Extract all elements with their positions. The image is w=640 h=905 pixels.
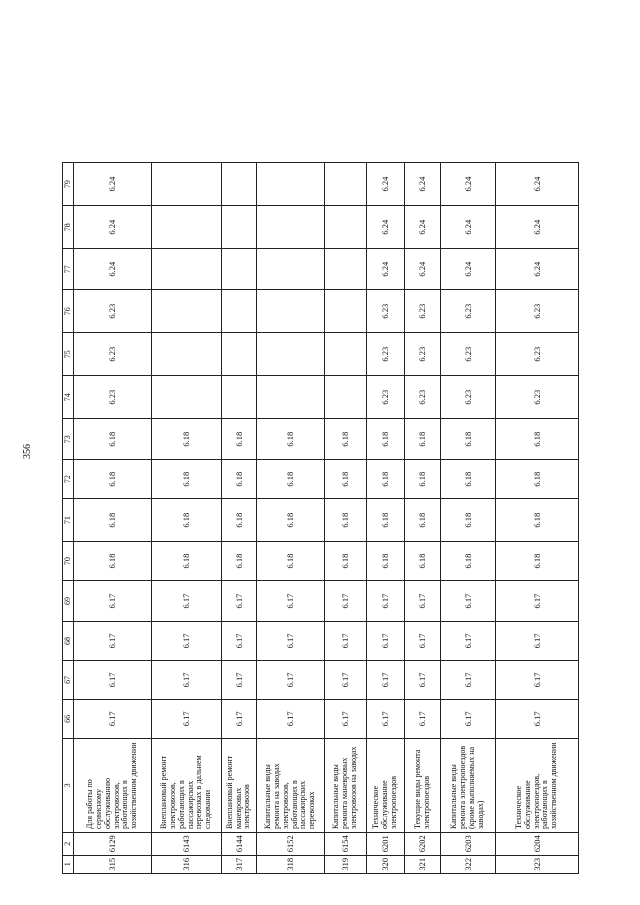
rotated-table-container xyxy=(62,162,578,874)
value-cell: 6.18 xyxy=(257,419,325,460)
value-cell xyxy=(257,249,325,290)
value-cell: 6.17 xyxy=(222,660,257,699)
value-cell: 6.18 xyxy=(74,542,152,581)
table-row xyxy=(405,163,441,874)
value-cell: 6.18 xyxy=(367,419,405,460)
value-cell xyxy=(222,249,257,290)
value-cell xyxy=(222,333,257,376)
value-cell: 6.18 xyxy=(441,542,496,581)
value-cell: 6.23 xyxy=(405,333,441,376)
row-number-cell: 320 xyxy=(367,855,405,873)
value-cell: 6.23 xyxy=(441,290,496,333)
value-cell: 6.24 xyxy=(367,249,405,290)
value-cell: 6.18 xyxy=(496,419,579,460)
value-cell: 6.17 xyxy=(152,699,222,738)
value-cell: 6.18 xyxy=(222,542,257,581)
value-cell: 6.18 xyxy=(496,542,579,581)
table-row xyxy=(441,163,496,874)
value-cell: 6.18 xyxy=(152,542,222,581)
column-header: 73 xyxy=(63,419,74,460)
value-cell xyxy=(325,376,367,419)
value-cell: 6.17 xyxy=(405,699,441,738)
code-cell: 6143 xyxy=(152,833,222,856)
value-cell xyxy=(325,333,367,376)
value-cell: 6.24 xyxy=(496,206,579,249)
value-cell: 6.17 xyxy=(152,660,222,699)
code-cell: 6154 xyxy=(325,833,367,856)
page-number: 356 xyxy=(22,444,33,460)
row-number-cell: 316 xyxy=(152,855,222,873)
column-header: 67 xyxy=(63,660,74,699)
value-cell: 6.17 xyxy=(441,622,496,661)
value-cell: 6.18 xyxy=(441,499,496,542)
value-cell: 6.23 xyxy=(496,290,579,333)
value-cell: 6.23 xyxy=(496,333,579,376)
value-cell: 6.18 xyxy=(325,419,367,460)
value-cell: 6.18 xyxy=(325,542,367,581)
value-cell: 6.17 xyxy=(152,622,222,661)
value-cell: 6.17 xyxy=(257,622,325,661)
row-number-cell: 321 xyxy=(405,855,441,873)
value-cell: 6.17 xyxy=(325,699,367,738)
value-cell: 6.17 xyxy=(441,660,496,699)
value-cell: 6.18 xyxy=(496,499,579,542)
table-row xyxy=(367,163,405,874)
value-cell: 6.17 xyxy=(367,699,405,738)
value-cell: 6.17 xyxy=(257,660,325,699)
column-header: 1 xyxy=(63,855,74,873)
table-row xyxy=(257,163,325,874)
value-cell xyxy=(152,163,222,206)
code-cell: 6202 xyxy=(405,833,441,856)
value-cell: 6.18 xyxy=(367,460,405,499)
value-cell: 6.18 xyxy=(222,419,257,460)
value-cell: 6.17 xyxy=(367,660,405,699)
value-cell: 6.24 xyxy=(405,163,441,206)
value-cell: 6.18 xyxy=(74,419,152,460)
work-name-cell: Внеплановый ремонт электровозов, работающих в пассажирских перевозках в дальнем следовании xyxy=(152,738,222,832)
value-cell: 6.18 xyxy=(152,419,222,460)
value-cell: 6.17 xyxy=(496,660,579,699)
value-cell xyxy=(257,163,325,206)
work-name-cell: Капитальные виды ремонта на заводах электровозов, работающих в пассажирских перевозках xyxy=(257,738,325,832)
value-cell: 6.17 xyxy=(257,699,325,738)
value-cell: 6.23 xyxy=(496,376,579,419)
value-cell: 6.24 xyxy=(74,163,152,206)
table-row xyxy=(325,163,367,874)
value-cell xyxy=(257,290,325,333)
data-table xyxy=(62,162,579,874)
header-row xyxy=(63,163,74,874)
row-number-cell: 322 xyxy=(441,855,496,873)
column-header: 79 xyxy=(63,163,74,206)
value-cell xyxy=(257,206,325,249)
value-cell: 6.24 xyxy=(74,206,152,249)
work-name-cell: Капитальные виды ремонта электропоездов (кроме выполняемых на заводах) xyxy=(441,738,496,832)
table-row xyxy=(152,163,222,874)
column-header: 3 xyxy=(63,738,74,832)
column-header: 2 xyxy=(63,833,74,856)
value-cell: 6.18 xyxy=(405,419,441,460)
value-cell: 6.17 xyxy=(496,699,579,738)
value-cell xyxy=(257,376,325,419)
work-name-cell: Капитальные виды ремонта маневровых электровозов на заводах xyxy=(325,738,367,832)
value-cell: 6.23 xyxy=(367,290,405,333)
row-number-cell: 323 xyxy=(496,855,579,873)
column-header: 74 xyxy=(63,376,74,419)
row-number-cell: 319 xyxy=(325,855,367,873)
value-cell: 6.17 xyxy=(367,622,405,661)
value-cell: 6.23 xyxy=(74,333,152,376)
value-cell: 6.24 xyxy=(74,249,152,290)
work-name-cell: Текущие виды ремонта электропоездов xyxy=(405,738,441,832)
value-cell: 6.17 xyxy=(222,699,257,738)
value-cell: 6.24 xyxy=(496,163,579,206)
value-cell: 6.18 xyxy=(325,460,367,499)
value-cell xyxy=(222,290,257,333)
value-cell: 6.17 xyxy=(405,660,441,699)
value-cell: 6.17 xyxy=(222,622,257,661)
value-cell xyxy=(152,376,222,419)
row-number-cell: 315 xyxy=(74,855,152,873)
value-cell: 6.24 xyxy=(405,249,441,290)
value-cell xyxy=(257,333,325,376)
work-name-cell: Внеплановый ремонт маневровых электровозов xyxy=(222,738,257,832)
value-cell xyxy=(222,163,257,206)
column-header: 70 xyxy=(63,542,74,581)
value-cell: 6.18 xyxy=(257,542,325,581)
value-cell: 6.24 xyxy=(405,206,441,249)
work-name-cell: Для работы по сервисному обслуживанию электровозов, работающих в хозяйственном движении xyxy=(74,738,152,832)
value-cell: 6.23 xyxy=(74,290,152,333)
value-cell: 6.17 xyxy=(257,581,325,622)
value-cell: 6.17 xyxy=(325,622,367,661)
row-number-cell: 317 xyxy=(222,855,257,873)
table-row xyxy=(496,163,579,874)
column-header: 78 xyxy=(63,206,74,249)
table-row xyxy=(74,163,152,874)
value-cell: 6.17 xyxy=(325,660,367,699)
code-cell: 6201 xyxy=(367,833,405,856)
value-cell: 6.18 xyxy=(152,460,222,499)
code-cell: 6144 xyxy=(222,833,257,856)
value-cell: 6.17 xyxy=(74,699,152,738)
column-header: 72 xyxy=(63,460,74,499)
value-cell: 6.18 xyxy=(405,460,441,499)
value-cell xyxy=(325,163,367,206)
value-cell: 6.18 xyxy=(222,460,257,499)
value-cell: 6.24 xyxy=(496,249,579,290)
code-cell: 6204 xyxy=(496,833,579,856)
value-cell xyxy=(152,290,222,333)
table-row xyxy=(222,163,257,874)
value-cell: 6.18 xyxy=(405,542,441,581)
value-cell: 6.17 xyxy=(496,622,579,661)
value-cell: 6.17 xyxy=(441,581,496,622)
value-cell: 6.18 xyxy=(367,499,405,542)
value-cell: 6.17 xyxy=(405,581,441,622)
value-cell xyxy=(222,206,257,249)
work-name-cell: Техническое обслуживание электропоездов, работающих в хозяйственном движении xyxy=(496,738,579,832)
value-cell: 6.18 xyxy=(222,499,257,542)
code-cell: 6152 xyxy=(257,833,325,856)
value-cell: 6.23 xyxy=(405,290,441,333)
value-cell: 6.18 xyxy=(257,460,325,499)
value-cell: 6.23 xyxy=(441,333,496,376)
value-cell: 6.17 xyxy=(74,622,152,661)
value-cell: 6.18 xyxy=(325,499,367,542)
column-header: 66 xyxy=(63,699,74,738)
value-cell: 6.18 xyxy=(367,542,405,581)
value-cell: 6.23 xyxy=(441,376,496,419)
value-cell xyxy=(325,290,367,333)
column-header: 75 xyxy=(63,333,74,376)
value-cell: 6.17 xyxy=(74,581,152,622)
value-cell: 6.17 xyxy=(496,581,579,622)
code-cell: 6203 xyxy=(441,833,496,856)
value-cell: 6.24 xyxy=(367,163,405,206)
value-cell xyxy=(152,333,222,376)
value-cell: 6.18 xyxy=(405,499,441,542)
column-header: 76 xyxy=(63,290,74,333)
column-header: 68 xyxy=(63,622,74,661)
value-cell: 6.17 xyxy=(325,581,367,622)
work-name-cell: Техническое обслуживание электропоездов xyxy=(367,738,405,832)
value-cell: 6.17 xyxy=(152,581,222,622)
value-cell: 6.24 xyxy=(441,163,496,206)
value-cell: 6.18 xyxy=(496,460,579,499)
value-cell: 6.23 xyxy=(367,333,405,376)
value-cell: 6.17 xyxy=(74,660,152,699)
value-cell: 6.18 xyxy=(152,499,222,542)
value-cell: 6.24 xyxy=(441,249,496,290)
value-cell: 6.23 xyxy=(74,376,152,419)
value-cell: 6.24 xyxy=(441,206,496,249)
column-header: 77 xyxy=(63,249,74,290)
value-cell: 6.18 xyxy=(441,460,496,499)
value-cell xyxy=(152,206,222,249)
value-cell: 6.17 xyxy=(222,581,257,622)
value-cell: 6.24 xyxy=(367,206,405,249)
value-cell: 6.18 xyxy=(441,419,496,460)
value-cell: 6.17 xyxy=(405,622,441,661)
value-cell: 6.17 xyxy=(367,581,405,622)
value-cell xyxy=(222,376,257,419)
value-cell xyxy=(152,249,222,290)
code-cell: 6129 xyxy=(74,833,152,856)
column-header: 69 xyxy=(63,581,74,622)
value-cell: 6.18 xyxy=(74,499,152,542)
value-cell xyxy=(325,249,367,290)
value-cell xyxy=(325,206,367,249)
value-cell: 6.18 xyxy=(74,460,152,499)
value-cell: 6.23 xyxy=(405,376,441,419)
value-cell: 6.23 xyxy=(367,376,405,419)
row-number-cell: 318 xyxy=(257,855,325,873)
value-cell: 6.17 xyxy=(441,699,496,738)
column-header: 71 xyxy=(63,499,74,542)
value-cell: 6.18 xyxy=(257,499,325,542)
